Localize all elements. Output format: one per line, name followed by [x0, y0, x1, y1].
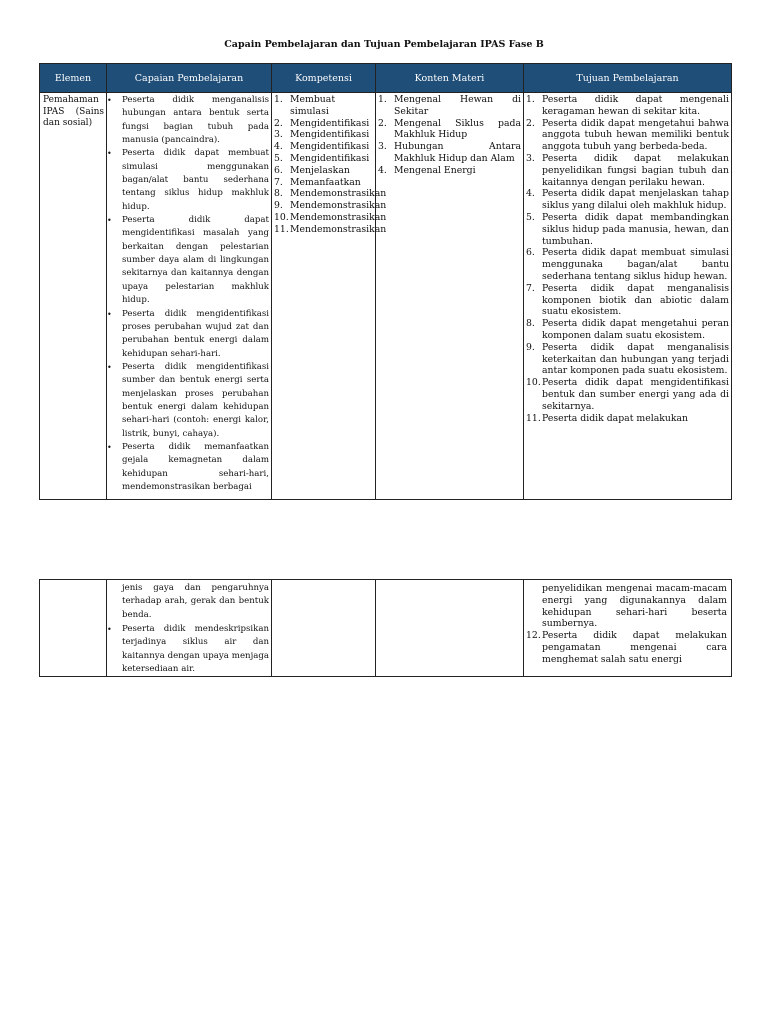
bullet-icon: •	[107, 625, 112, 635]
tujuan-item-text: Peserta didik dapat mengidentifikasi bentuk dan sumber energi yang ada di sekitarnya.	[542, 377, 729, 412]
kompetensi-item-text: Mendemonstrasikan	[290, 223, 387, 235]
kompetensi-item-text: Memanfaatkan	[290, 176, 361, 188]
kompetensi-item	[272, 94, 373, 118]
elemen-text: Pemahaman IPAS (Sains dan sosial)	[43, 95, 104, 128]
learning-table-part-1	[39, 63, 732, 500]
tujuan-item-text: Peserta didik dapat menganalisis komponen biotik dan abiotic dalam suatu ekosistem.	[542, 282, 729, 318]
capaian-list	[107, 93, 271, 494]
konten-item-number: 1.	[378, 94, 387, 105]
kompetensi-item	[272, 153, 373, 165]
tujuan-item-text: Peserta didik dapat melakukan pengamatan mengenai cara menghemat salah satu energi	[542, 630, 727, 665]
capaian-item	[107, 308, 269, 361]
table-header-row	[40, 64, 732, 93]
konten-item-text: Hubungan Antara Makhluk Hidup dan Alam	[394, 141, 521, 164]
tujuan-item	[524, 342, 729, 377]
bullet-icon: •	[107, 216, 112, 226]
tujuan-item	[524, 153, 729, 188]
tujuan-item	[524, 188, 729, 212]
kompetensi-item	[272, 200, 387, 212]
capaian-item-text: Peserta didik mengidentifikasi sumber dan bentuk energi serta menjelaskan proses perubahan bentuk energi dalam kehidupan sehari-hari (contoh: energi kalor, listrik, bunyi, cahaya).	[122, 361, 269, 439]
kompetensi-item-text: Mengidentifikasi	[290, 117, 370, 129]
tujuan-item	[524, 630, 727, 665]
konten-cell-continued	[376, 580, 524, 677]
capaian-item-text: Peserta didik dapat membuat simulasi menggunakan bagan/alat bantu sederhana tentang siklus hidup makhluk hidup.	[122, 148, 269, 212]
kompetensi-item-text: Mendemonstrasikan	[290, 188, 387, 200]
kompetensi-item-number: 1.	[274, 94, 283, 105]
capaian-continuation: jenis gaya dan pengaruhnya terhadap arah, gerak dan bentuk benda.	[122, 583, 269, 620]
konten-item	[376, 141, 521, 165]
konten-item-text: Mengenal Hewan di Sekitar	[394, 94, 521, 117]
tujuan-item-number: 7.	[526, 282, 535, 294]
konten-item-text: Mengenal Siklus pada Makhluk Hidup	[394, 117, 521, 141]
kompetensi-item-number: 5.	[274, 152, 283, 164]
tujuan-item	[524, 94, 729, 118]
tujuan-item-text: Peserta didik dapat mengenali keragaman hewan di sekitar kita.	[542, 94, 729, 117]
bullet-icon: •	[107, 309, 112, 319]
konten-item	[376, 165, 521, 177]
kompetensi-item-number: 2.	[274, 117, 283, 129]
learning-table-part-2	[39, 579, 732, 677]
tujuan-item-text: Peserta didik dapat mengetahui peran komponen dalam suatu ekosistem.	[542, 318, 729, 341]
capaian-item	[107, 441, 269, 494]
tujuan-item	[524, 118, 729, 153]
header-konten: Konten Materi	[376, 64, 524, 93]
tujuan-item-number: 3.	[526, 152, 535, 164]
kompetensi-item-text: Mendemonstrasikan	[290, 211, 387, 223]
tujuan-item-number: 9.	[526, 341, 535, 353]
tujuan-item	[524, 212, 729, 247]
capaian-list-continued	[107, 622, 271, 676]
bullet-icon: •	[107, 149, 112, 159]
kompetensi-item-number: 7.	[274, 176, 283, 188]
kompetensi-item	[272, 188, 387, 200]
konten-item-number: 2.	[378, 117, 387, 129]
tujuan-item-text: Peserta didik dapat menjelaskan tahap siklus yang dilalui oleh makhluk hidup.	[542, 188, 729, 212]
kompetensi-item	[272, 118, 373, 130]
konten-item-number: 3.	[378, 141, 387, 153]
kompetensi-cell	[272, 93, 387, 500]
capaian-item	[107, 214, 269, 307]
tujuan-item	[524, 377, 729, 412]
capaian-item-text: Peserta didik mendeskripsikan terjadinya siklus air dan kaitannya dengan upaya menjaga ketersediaan air.	[122, 624, 269, 675]
tujuan-item-number: 11.	[526, 412, 541, 424]
capaian-cell-continued	[107, 580, 272, 677]
tujuan-item-number: 12.	[526, 630, 541, 642]
tujuan-item-number: 4.	[526, 188, 535, 200]
tujuan-item-text: Peserta didik dapat melakukan	[542, 412, 689, 424]
kompetensi-list	[272, 93, 387, 236]
tujuan-cell	[524, 93, 732, 500]
tujuan-item-text: Peserta didik dapat mengetahui bahwa anggota tubuh hewan memiliki bentuk anggota tubuh yang berbeda-beda.	[542, 117, 729, 153]
table-row	[40, 93, 732, 500]
konten-item-text: Mengenal Energi	[394, 164, 476, 176]
konten-item	[376, 118, 521, 142]
tujuan-item-number: 10.	[526, 377, 541, 389]
header-capaian: Capaian Pembelajaran	[107, 64, 272, 93]
tujuan-list	[524, 93, 731, 424]
konten-item-number: 4.	[378, 164, 387, 176]
capaian-item-text: Peserta didik mengidentifikasi proses perubahan wujud zat dan perubahan bentuk energi dalam kehidupan sehari-hari.	[122, 308, 269, 359]
kompetensi-item-text: Mengidentifikasi	[290, 152, 370, 164]
kompetensi-item	[272, 129, 373, 141]
capaian-item	[107, 623, 269, 676]
bullet-icon: •	[107, 96, 112, 105]
tujuan-item-text: Peserta didik dapat membuat simulasi menggunaka bagan/alat bantu sederhana tentang siklus hidup hewan.	[542, 247, 729, 282]
capaian-item	[107, 94, 269, 147]
bullet-icon: •	[107, 442, 112, 452]
kompetensi-item-number: 4.	[274, 141, 283, 153]
kompetensi-item-number: 3.	[274, 129, 283, 141]
header-tujuan: Tujuan Pembelajaran	[524, 64, 732, 93]
elemen-cell	[40, 93, 107, 500]
tujuan-item	[524, 413, 729, 425]
capaian-item-text: Peserta didik memanfaatkan gejala kemagnetan dalam kehidupan sehari-hari, mendemonstrasikan berbagai	[122, 441, 269, 492]
header-elemen: Elemen	[40, 64, 107, 93]
kompetensi-cell-continued	[272, 580, 376, 677]
tujuan-item-text: Peserta didik dapat menganalisis keterkaitan dan hubungan yang terjadi antar komponen pada suatu ekosistem.	[542, 341, 729, 377]
kompetensi-item-number: 6.	[274, 164, 283, 176]
tujuan-item-number: 2.	[526, 117, 535, 129]
tujuan-continuation: penyelidikan mengenai macam-macam energi yang digunakannya dalam kehidupan sehari-hari beserta sumbernya.	[542, 583, 727, 630]
table-row	[40, 580, 732, 677]
capaian-item-text: Peserta didik dapat mengidentifikasi masalah yang berkaitan dengan pelestarian sumber daya alam di lingkungan sekitarnya dan kaitannya dengan upaya pelestarian makhluk hidup.	[122, 215, 269, 306]
tujuan-item-text: Peserta didik dapat melakukan penyelidikan fungsi bagian tubuh dan kaitannya dengan perilaku hewan.	[542, 152, 729, 188]
kompetensi-item	[272, 141, 373, 153]
konten-cell	[376, 93, 524, 500]
document-title: Capain Pembelajaran dan Tujuan Pembelajaran IPAS Fase B	[224, 39, 544, 50]
kompetensi-item-text: Mengidentifikasi	[290, 129, 370, 141]
tujuan-item	[524, 283, 729, 318]
tujuan-item-number: 5.	[526, 211, 535, 223]
kompetensi-item-number: 8.	[274, 188, 283, 200]
tujuan-item-number: 1.	[526, 94, 535, 105]
kompetensi-item-number: 9.	[274, 200, 283, 212]
kompetensi-item-text: Membuat simulasi	[290, 94, 336, 117]
tujuan-item-number: 6.	[526, 247, 535, 259]
tujuan-cell-continued	[524, 580, 732, 677]
capaian-item	[107, 147, 269, 214]
capaian-item	[107, 361, 269, 441]
tujuan-item-number: 8.	[526, 318, 535, 330]
kompetensi-item	[272, 211, 387, 224]
konten-list	[376, 93, 523, 177]
kompetensi-item	[272, 177, 373, 189]
kompetensi-item-text: Menjelaskan	[290, 164, 350, 176]
bullet-icon: •	[107, 362, 112, 372]
kompetensi-item-number: 11.	[274, 223, 289, 235]
konten-item	[376, 94, 521, 118]
kompetensi-item-text: Mendemonstrasikan	[290, 200, 387, 212]
elemen-cell-continued	[40, 580, 107, 677]
capaian-cell	[107, 93, 272, 500]
kompetensi-item-text: Mengidentifikasi	[290, 141, 370, 153]
capaian-item-text: Peserta didik menganalisis hubungan antara bentuk serta fungsi bagian tubuh pada manusia (pancaindra).	[122, 95, 269, 146]
tujuan-list-continued	[524, 630, 731, 665]
tujuan-item-text: Peserta didik dapat membandingkan siklus hidup pada manusia, hewan, dan tumbuhan.	[542, 211, 729, 247]
kompetensi-item	[272, 223, 387, 236]
kompetensi-item-number: 10.	[274, 211, 289, 223]
tujuan-item	[524, 247, 729, 282]
header-kompetensi: Kompetensi	[272, 64, 376, 93]
kompetensi-item	[272, 165, 373, 177]
tujuan-item	[524, 318, 729, 342]
